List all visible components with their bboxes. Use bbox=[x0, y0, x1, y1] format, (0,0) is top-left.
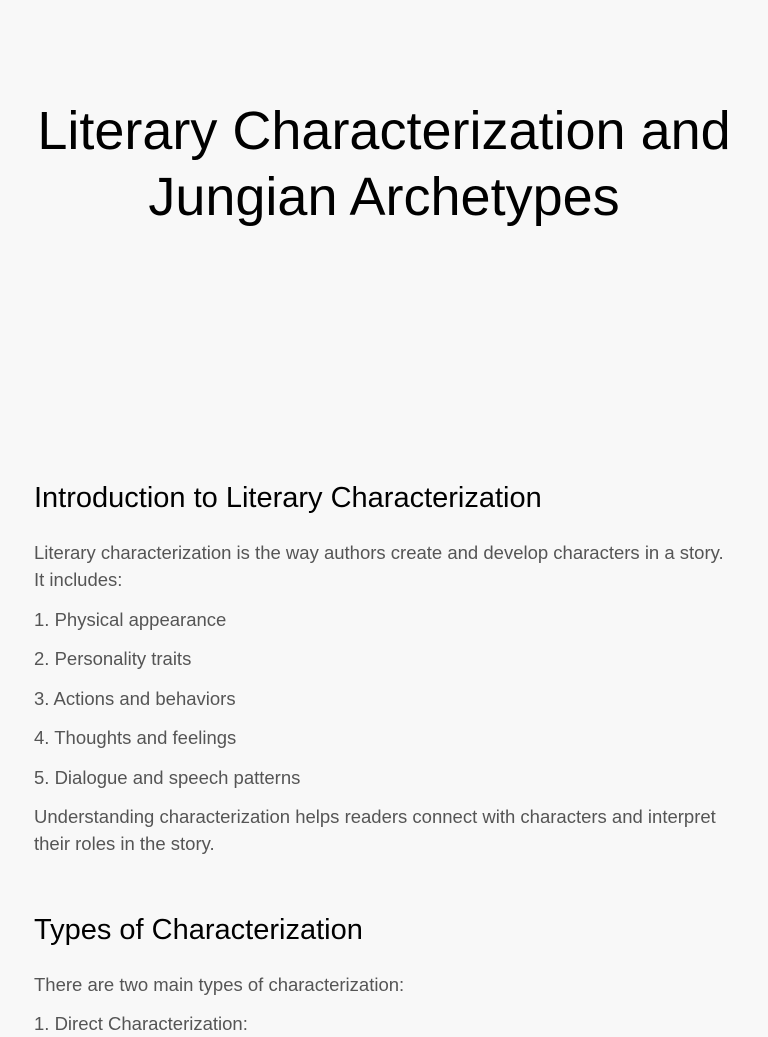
section-heading: Types of Characterization bbox=[34, 910, 724, 950]
list-item: 1. Direct Characterization: bbox=[34, 1010, 724, 1037]
document-content bbox=[34, 478, 724, 1037]
list-item: 5. Dialogue and speech patterns bbox=[34, 764, 724, 791]
section-intro-text: Literary characterization is the way authors create and develop characters in a story. It includes: bbox=[34, 539, 724, 593]
section-heading: Introduction to Literary Characterization bbox=[34, 478, 724, 518]
list-item: 4. Thoughts and feelings bbox=[34, 724, 724, 751]
characterization-aspects-list bbox=[34, 606, 724, 791]
list-item: 2. Personality traits bbox=[34, 645, 724, 672]
section-outro-text: Understanding characterization helps readers connect with characters and interpret their roles in the story. bbox=[34, 803, 724, 857]
page-title: Literary Characterization and Jungian Archetypes bbox=[0, 98, 768, 230]
list-item: 3. Actions and behaviors bbox=[34, 685, 724, 712]
section-types-of-characterization bbox=[34, 910, 724, 1037]
section-intro-text: There are two main types of characterization: bbox=[34, 971, 724, 998]
section-introduction bbox=[34, 478, 724, 857]
list-item: 1. Physical appearance bbox=[34, 606, 724, 633]
